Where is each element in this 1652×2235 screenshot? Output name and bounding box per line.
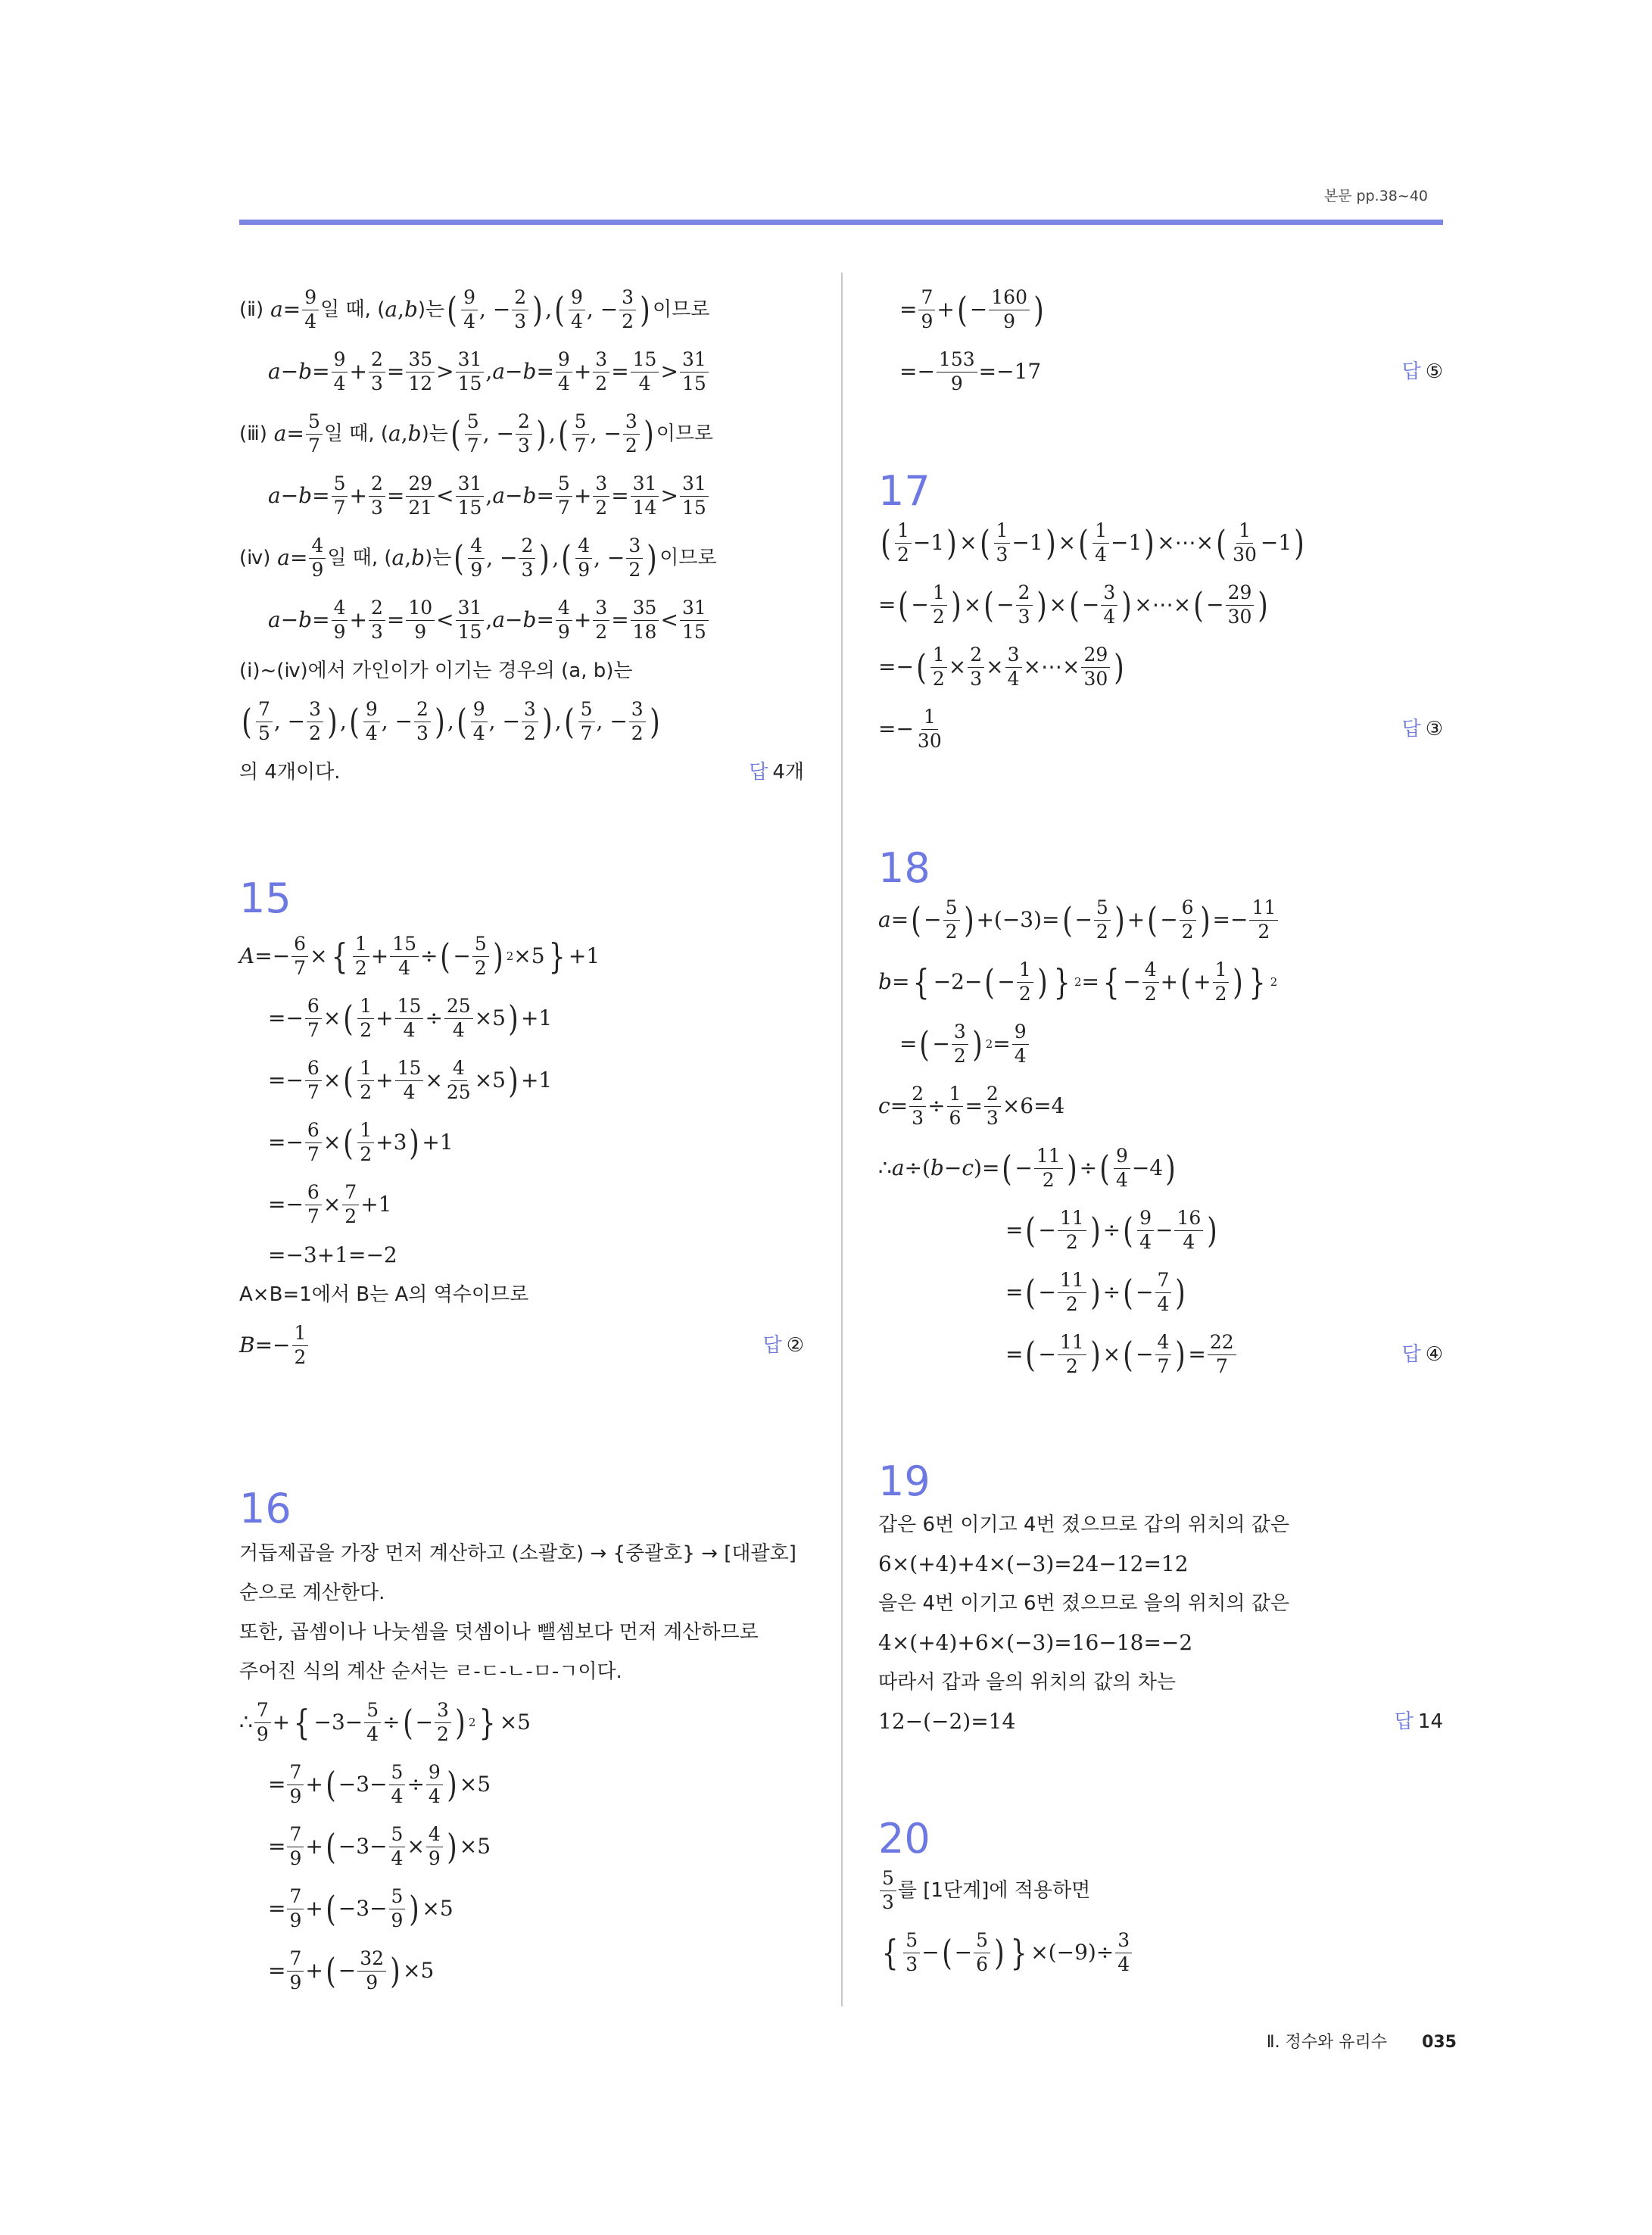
math-line: a − b = $\frac{4}{9}$ + $\frac{2}{3}$ = $\frac{10}{9}$ < $\frac{31}{15}$ , a − b = $\frac{4}{9}$ + $\frac{3}{2}$ = $\frac{35}{18}$ < $\frac{31}{15}$ bbox=[239, 589, 804, 651]
math-line: = ( − $\frac{1}{2}$ ) × ( − $\frac{2}{3}$ ) × ( − $\frac{3}{4}$ ) ×⋯× ( − $\frac{29}{30}$ ) bbox=[878, 581, 1269, 628]
math-line: =− $\frac{6}{7}$ × $\frac{7}{2}$ +1 bbox=[268, 1181, 392, 1227]
problem-number: 16 bbox=[239, 1485, 291, 1532]
math-line: = ( − $\frac{11}{2}$ ) ÷ ( $\frac{9}{4}$ − $\frac{16}{4}$ ) bbox=[1005, 1207, 1217, 1253]
problem-15 bbox=[239, 874, 804, 1376]
math-line: = ( − $\frac{3}{2}$ ) 2 = $\frac{9}{4}$ bbox=[878, 1013, 1443, 1075]
problem-number: 15 bbox=[239, 874, 291, 922]
answer-14: 답 4개 bbox=[749, 761, 804, 784]
explanation-text: 갑은 6번 이기고 4번 졌으므로 갑의 위치의 값은 bbox=[878, 1513, 1290, 1536]
math-line: c = $\frac{2}{3}$ ÷ $\frac{1}{6}$ = $\frac{2}{3}$ ×6=4 bbox=[878, 1083, 1065, 1129]
summary-text: (ⅰ)~(ⅳ)에서 가인이가 이기는 경우의 (a, b)는 bbox=[239, 659, 633, 682]
explanation-text: 거듭제곱을 가장 먼저 계산하고 (소괄호) → {중괄호} → [대괄호] bbox=[239, 1542, 796, 1565]
math-line: =− $\frac{6}{7}$ × ( $\frac{1}{2}$ +3 ) +1 bbox=[268, 1119, 454, 1165]
answer-16: 답 ⑤ bbox=[1401, 360, 1443, 383]
math-line: (ⅳ) a = $\frac{4}{9}$ 일 때, ( a , b )는 ( $\frac{4}{9}$ , − $\frac{2}{3}$ ) , ( $\frac{4}{9}$ , − $\frac{3}{2}$ ) 이므로 bbox=[239, 535, 717, 581]
math-line: ∴ a ÷( b − c )= ( − $\frac{11}{2}$ ) ÷ ( $\frac{9}{4}$ −4 ) bbox=[878, 1145, 1176, 1191]
problem-number: 18 bbox=[878, 844, 930, 892]
math-line: B =− $\frac{1}{2}$ 답 ② bbox=[239, 1322, 804, 1368]
math-line: b = { −2− ( − $\frac{1}{2}$ ) } 2 = { − $\frac{4}{2}$ + ( + $\frac{1}{2}$ ) } 2 bbox=[878, 959, 1278, 1005]
column-divider bbox=[841, 273, 843, 2006]
chapter-title: Ⅱ. 정수와 유리수 bbox=[1266, 2033, 1388, 2052]
problem-16 bbox=[239, 1485, 804, 2002]
explanation-text: 주어진 식의 계산 순서는 ㄹ-ㄷ-ㄴ-ㅁ-ㄱ이다. bbox=[239, 1660, 622, 1683]
page-number: 035 bbox=[1422, 2033, 1457, 2052]
math-line: { $\frac{5}{3}$ − ( − $\frac{5}{6}$ ) } ×(−9)÷ $\frac{3}{4}$ bbox=[878, 1922, 1443, 1984]
math-line: a = ( − $\frac{5}{2}$ ) +(−3)= ( − $\frac{5}{2}$ ) + ( − $\frac{6}{2}$ ) =− $\frac{11}{2}$ bbox=[878, 889, 1443, 951]
problem-20 bbox=[878, 1815, 1443, 1984]
problem-19 bbox=[878, 1457, 1443, 1741]
continued-solution-16 bbox=[878, 279, 1443, 403]
explanation-text: A×B=1에서 B는 A의 역수이므로 bbox=[239, 1283, 529, 1306]
math-line: = $\frac{7}{9}$ + ( − $\frac{160}{9}$ ) bbox=[899, 286, 1044, 332]
math-line: 12−(−2)=14 답 14 bbox=[878, 1709, 1443, 1734]
problem-number: 19 bbox=[878, 1457, 930, 1505]
math-line: = $\frac{7}{9}$ + ( − $\frac{32}{9}$ ) ×5 bbox=[268, 1947, 435, 1993]
answer-18: 답 ④ bbox=[1401, 1343, 1443, 1366]
math-line: =− ( $\frac{1}{2}$ × $\frac{2}{3}$ × $\frac{3}{4}$ ×⋯× $\frac{29}{30}$ ) bbox=[878, 644, 1124, 690]
header-rule bbox=[239, 220, 1443, 225]
math-line: =− $\frac{6}{7}$ × ( $\frac{1}{2}$ + $\frac{15}{4}$ ÷ $\frac{25}{4}$ ×5 ) +1 bbox=[268, 995, 553, 1041]
page-footer bbox=[1267, 2029, 1457, 2053]
explanation-text: 따라서 갑과 을의 위치의 값의 차는 bbox=[878, 1671, 1176, 1694]
math-line: = ( − $\frac{11}{2}$ ) × ( − $\frac{4}{7}$ ) = $\frac{22}{7}$ 답 ④ bbox=[1005, 1331, 1443, 1377]
math-line: a − b = $\frac{5}{7}$ + $\frac{2}{3}$ = $\frac{29}{21}$ < $\frac{31}{15}$ , a − b = $\frac{5}{7}$ + $\frac{3}{2}$ = $\frac{31}{14}$ > $\frac{31}{15}$ bbox=[239, 465, 804, 527]
continued-solution-14 bbox=[239, 279, 804, 792]
answer-17: 답 ③ bbox=[1401, 718, 1443, 740]
math-line: 4×(+4)+6×(−3)=16−18=−2 bbox=[878, 1630, 1193, 1655]
explanation-text: 또한, 곱셈이나 나눗셈을 덧셈이나 뺄셈보다 먼저 계산하므로 bbox=[239, 1621, 759, 1644]
problem-18 bbox=[878, 844, 1443, 1386]
math-line: = $\frac{7}{9}$ + ( −3− $\frac{5}{9}$ ) ×5 bbox=[268, 1885, 454, 1931]
math-line: ( $\frac{1}{2}$ −1 ) × ( $\frac{1}{3}$ −1 ) × ( $\frac{1}{4}$ −1 ) ×⋯× ( $\frac{1}{30}$ −1 ) bbox=[881, 519, 1304, 566]
answer-19: 답 14 bbox=[1394, 1710, 1443, 1733]
math-line: a − b = $\frac{9}{4}$ + $\frac{2}{3}$ = $\frac{35}{12}$ > $\frac{31}{15}$ , a − b = $\frac{9}{4}$ + $\frac{3}{2}$ = $\frac{15}{4}$ > $\frac{31}{15}$ bbox=[239, 341, 804, 403]
math-line: ∴ $\frac{7}{9}$ + { −3− $\frac{5}{4}$ ÷ ( − $\frac{3}{2}$ ) 2 } ×5 bbox=[239, 1699, 531, 1745]
header-page-ref: 본문 pp.38~40 bbox=[1323, 188, 1428, 204]
math-line: 6×(+4)+4×(−3)=24−12=12 bbox=[878, 1551, 1189, 1576]
problem-17 bbox=[878, 467, 1443, 760]
answer-15: 답 ② bbox=[762, 1334, 804, 1357]
problem-number: 20 bbox=[878, 1815, 930, 1862]
math-line: = $\frac{7}{9}$ + ( −3− $\frac{5}{4}$ ÷ $\frac{9}{4}$ ) ×5 bbox=[268, 1761, 491, 1807]
math-line: =− $\frac{6}{7}$ × ( $\frac{1}{2}$ + $\frac{15}{4}$ × $\frac{4}{25}$ ×5 ) +1 bbox=[268, 1057, 553, 1103]
math-line: = ( − $\frac{11}{2}$ ) ÷ ( − $\frac{7}{4}$ ) bbox=[1005, 1269, 1186, 1315]
explanation-text: 순으로 계산한다. bbox=[239, 1582, 385, 1604]
math-line: A =− $\frac{6}{7}$ × { $\frac{1}{2}$ + $\frac{15}{4}$ ÷ ( − $\frac{5}{2}$ ) 2 ×5 } +1 bbox=[239, 933, 600, 979]
math-line: =− $\frac{153}{9}$ =−17 답 ⑤ bbox=[899, 348, 1443, 394]
math-line: (ⅲ) a = $\frac{5}{7}$ 일 때, ( a , b )는 ( $\frac{5}{7}$ , − $\frac{2}{3}$ ) , ( $\frac{5}{7}$ , − $\frac{3}{2}$ ) 이므로 bbox=[239, 410, 714, 457]
math-line: (ⅱ) a = $\frac{9}{4}$ 일 때, ( a , b )는 ( $\frac{9}{4}$ , − $\frac{2}{3}$ ) , ( $\frac{9}{4}$ , − $\frac{3}{2}$ ) 이므로 bbox=[239, 286, 710, 332]
math-line: ( $\frac{7}{5}$ , − $\frac{3}{2}$ ) , ( $\frac{9}{4}$ , − $\frac{2}{3}$ ) , ( $\frac{9}{4}$ , − $\frac{3}{2}$ ) , ( $\frac{5}{7}$ , − $\frac{3}{2}$ ) bbox=[242, 698, 660, 744]
math-line: = $\frac{7}{9}$ + ( −3− $\frac{5}{4}$ × $\frac{4}{9}$ ) ×5 bbox=[268, 1823, 491, 1869]
math-line: =−3+1=−2 bbox=[268, 1242, 397, 1267]
conclusion-text: 의 4개이다. 답 4개 bbox=[239, 761, 804, 784]
explanation-text: 을은 4번 이기고 6번 졌으므로 을의 위치의 값은 bbox=[878, 1592, 1290, 1615]
math-line: $\frac{5}{3}$ 를 [1단계]에 적용하면 bbox=[878, 1859, 1443, 1922]
math-line: =− $\frac{1}{30}$ 답 ③ bbox=[878, 706, 1443, 752]
problem-number: 17 bbox=[878, 467, 930, 515]
